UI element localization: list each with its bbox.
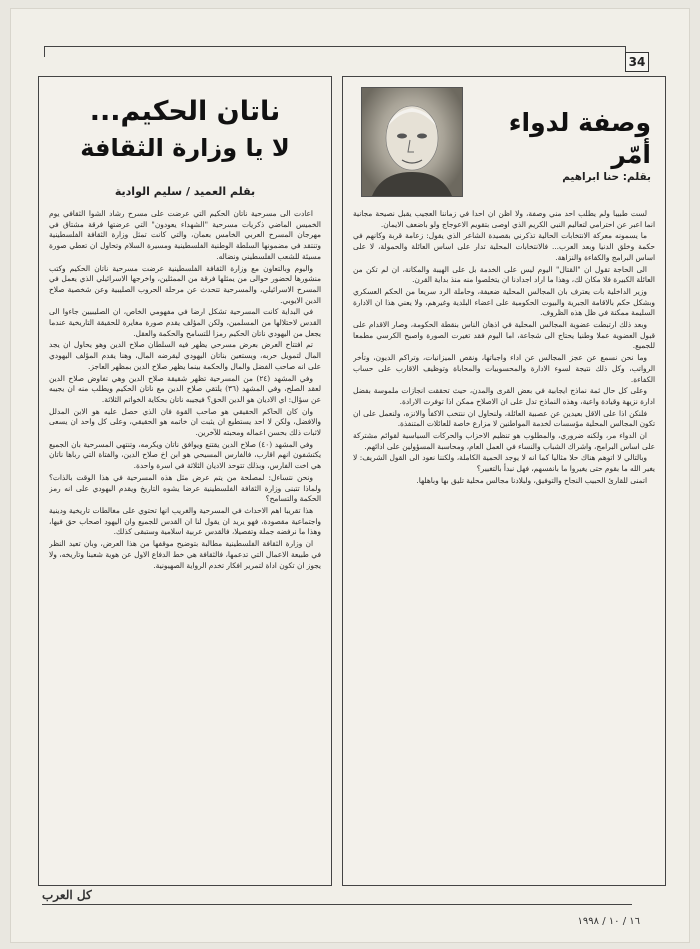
- left-article-body: [49, 209, 321, 869]
- paragraph: هذا تقريبا اهم الاحداث في المسرحية والغريب انها تحتوي على مغالطات تاريخية ودينية واجتماعية مقصودة، فهو يريد ان يقول لنا ان القدس للجميع وان اليهود اصحاب حق فيها، وهذا ما نرفضه جملة وتفصيلا، فالقدس عربية اسلامية وستبقى كذلك.: [49, 505, 321, 537]
- paragraph: وعلى كل حال ثمة نماذج ايجابية في بعض القرى والمدن، حيث تحققت انجازات ملموسة بفضل ادارة نزيهة وقيادة واعية، وهذه النماذج تدل على ان الاصلاح ممكن اذا توفرت الارادة.: [353, 386, 655, 406]
- paragraph: تم افتتاح العرض بعرض مسرحي يظهر فيه السلطان صلاح الدين وهو يحاول ان يجد المال لتمويل حربه، ويستعين بناتان اليهودي ليقرضه المال، وهنا يقدم المؤلف اليهودي على انه صاحب الفضل والمال والحكمة بينما يظهر صلاح الدين بمظهر العاجز.: [49, 340, 321, 371]
- paragraph: في البداية كانت المسرحية تشكل ارضا في مفهومي الخاص، ان الصليبيين جاءوا الى القدس لاحتلالها من المسلمين، ولكن المؤلف يقدم صورة مغايرة للحقيقة التاريخية عندما يجعل من اليهودي ناتان الحكيم رمزا للتسامح والحكمة والعقل.: [49, 307, 321, 338]
- paragraph: وفي المشهد (٤٠) صلاح الدين يقتنع ويوافق ناتان ويكرمه، وتنتهي المسرحية بان الجميع يكتشفون انهم اقارب، فالفارس المسيحي هو ابن اخ صلاح الدين، والفتاة التي رباها ناتان هي اخت الفارس، وبذلك تتوحد الاديان الثلاثة في اسرة واحدة.: [49, 439, 321, 471]
- paragraph: لست طبيبا ولم يطلب احد مني وصفة، ولا اظن ان احدا في زماننا العجيب يقبل نصيحة مجانية انما اعبر عن احترامي لتعاليم النبي الكريم الذي اوصى بتقويم الاعوجاج ولو باضعف الايمان.: [353, 209, 655, 229]
- paragraph: الى الحاجة تقول ان "القتال" اليوم ليس على الخدمة بل على الهيبة والمكانة، ان لم تكن من العائلة الكبيرة فلا مكان لك، وهذا ما اراد اجدادنا ان يتخلصوا منه منذ بداية القرن.: [353, 264, 655, 285]
- paragraph: وبعد ذلك ارتبطت عضوية المجالس المحلية في اذهان الناس بنقطة الحكومة، وصار الاقدام على قبول العضوية عملا وطنيا يحتاج الى شجاعة، اما اليوم فقد تغيرت الصورة واصبح الكرسي مطمعا للجميع.: [353, 320, 655, 351]
- paragraph: وما نحن نسمع عن عجز المجالس عن اداء واجباتها، ونقص الميزانيات، وتراكم الديون، وتأخر الرواتب، وكل ذلك نتيجة لسوء الادارة والمحسوبيات والمحاباة وتوظيف الاقارب على حساب الكفاءة.: [353, 353, 655, 384]
- right-article-title: وصفة لدواء أمّر: [508, 108, 651, 169]
- paragraph: اتمنى للقارئ الحبيب النجاح والتوفيق، ولبلادنا مجالس محلية تليق بها وباهلها.: [416, 475, 647, 485]
- paragraph: وفي المشهد (٢٤) من المسرحية تظهر شقيقة صلاح الدين وهي تفاوض صلاح الدين لعقد الصلح، وفي المشهد (٣٦) يلتقي صلاح الدين مع ناتان الحكيم ويطلب منه ان يجيبه عن سؤال: اي الاديان هو الدين الحق؟ فيجيبه ناتان بحكاية الخواتم الثلاثة.: [49, 373, 321, 404]
- issue-date: ١٦ / ١٠ / ١٩٩٨: [577, 916, 640, 927]
- paragraph: ان وزارة الثقافة الفلسطينية مطالبة بتوضيح موقفها من هذا العرض، وبان تعيد النظر في طبيعة الاعمال التي تدعمها، فالثقافة هي خط الدفاع الاول عن هوية شعبنا وتاريخه، ولا يجوز ان تكون اداة لتمرير افكار تخدم الرواية الصهيونية.: [49, 539, 321, 570]
- left-article-title-line2: لا يا وزارة الثقافة: [80, 134, 290, 162]
- paragraph: وبالتالي لا اتوهم هناك حلا مثاليا كما انه لا يوجد الحمية الكاملة، ولكننا نعود الى القول الشريف: لا يغير الله ما بقوم حتى يغيروا ما بانفسهم، فهل نبدأ بالتغيير؟: [353, 453, 655, 474]
- right-article-body: [353, 209, 655, 869]
- right-article: [342, 76, 666, 886]
- top-frame-rule: [44, 46, 626, 57]
- paragraph: ما يسمونه معركة الانتخابات الحالية تذكرني بقصيدة الشاعر الذي يقول: زعامة قربة وكانهم في حكمة وخلق الدنيا وبعد العرب... فالانتخابات المحلية تدار على اساس العائلة والحمولة، لا على اساس البرامج والكفاءة والنزاهة.: [353, 231, 655, 262]
- portrait-image: [362, 88, 462, 196]
- paragraph: ان الدواء مر، ولكنه ضروري، والمطلوب هو تنظيم الاحزاب والحركات السياسية لقوائم مشتركة على اساس البرامج، واشراك الشباب والنساء في العمل العام، ومحاسبة المسؤولين على ادائهم.: [353, 431, 655, 451]
- page-number: 34: [625, 52, 649, 72]
- left-article-byline: بقلم العميد / سليم الوادية: [114, 185, 256, 198]
- paragraph: واليوم وبالتعاون مع وزارة الثقافة الفلسطينية عرضت مسرحية ناتان الحكيم وكتب منشورها لحضور حوالى من يمثلها فرقة من الممثلين، واخرجها الاسرائيلي الذي يعمل في المسرح الاسرائيلي، والمسرحية تتحدث عن مرحلة الحروب الصليبية وعن شخصية صلاح الدين الايوبي.: [49, 263, 321, 305]
- paragraph: فلنكن اذا على الاقل بعيدين عن عصبية العائلة، ولنحاول ان ننتخب الاكفأ والانزه، ولنعمل على ان تكون المجالس المحلية مؤسسات لخدمة المواطنين لا مزارع خاصة للعائلات المتنفذة.: [353, 408, 655, 429]
- paragraph: وان كان الحاكم الحقيقي هو صاحب القوة فان الذي حصل عليه هو الابن المدلل والافضل، ولكن لا احد يستطيع ان يثبت ان خاتمه هو الحقيقي، وعلى كل واحد ان يسعى لاثبات ذلك بحسن اعماله ومحبته للآخرين.: [49, 406, 321, 438]
- paragraph: ونحن نتساءل: لمصلحة من يتم عرض مثل هذه المسرحية في هذا الوقت بالذات؟ ولماذا تتبنى وزارة الثقافة الفلسطينية عرضا يشوه التاريخ ويقدم اليهودي على انه رمز الحكمة والتسامح؟: [49, 472, 321, 504]
- left-article: [38, 76, 332, 886]
- newspaper-page: [10, 8, 690, 943]
- left-article-title-line1: ناتان الحكيم...: [89, 96, 281, 127]
- right-article-byline: بقلم: حنا ابراهيم: [562, 171, 651, 183]
- masthead-logo: كل العرب: [42, 888, 92, 902]
- footer-rule: [42, 904, 632, 905]
- author-photo: [361, 87, 463, 197]
- paragraph: اعادت الى مسرحية ناتان الحكيم التي عرضت على مسرح رشاد الشوا الثقافي يوم الخميس الماضي ذكريات مسرحية "الشهداء يعودون" التي عرضتها فرقة مشتاق في مهرجان المسرح العربي الخامس بعمان، والتي كانت تمثل وزارة الثقافة الفلسطينية وتنتقد في مضمونها السلطة الوطنية الفلسطينية ومسيرة السلام وتحاول ان تعطي صورة مسيئة للشعب الفلسطيني ونضاله.: [49, 209, 321, 261]
- paragraph: وزير الداخلية بات يعترف بان المجالس المحلية ضعيفة، وحاملة الرد سريعا من الحكم العسكري وبشكل حكم بالاقامة الجبرية والبيوت الحكومية على اعضاء البلدية وغيرهم، ولا يعني هذا ان الادارة السليمة ممكنة في ظل هذه الظروف.: [353, 286, 655, 318]
